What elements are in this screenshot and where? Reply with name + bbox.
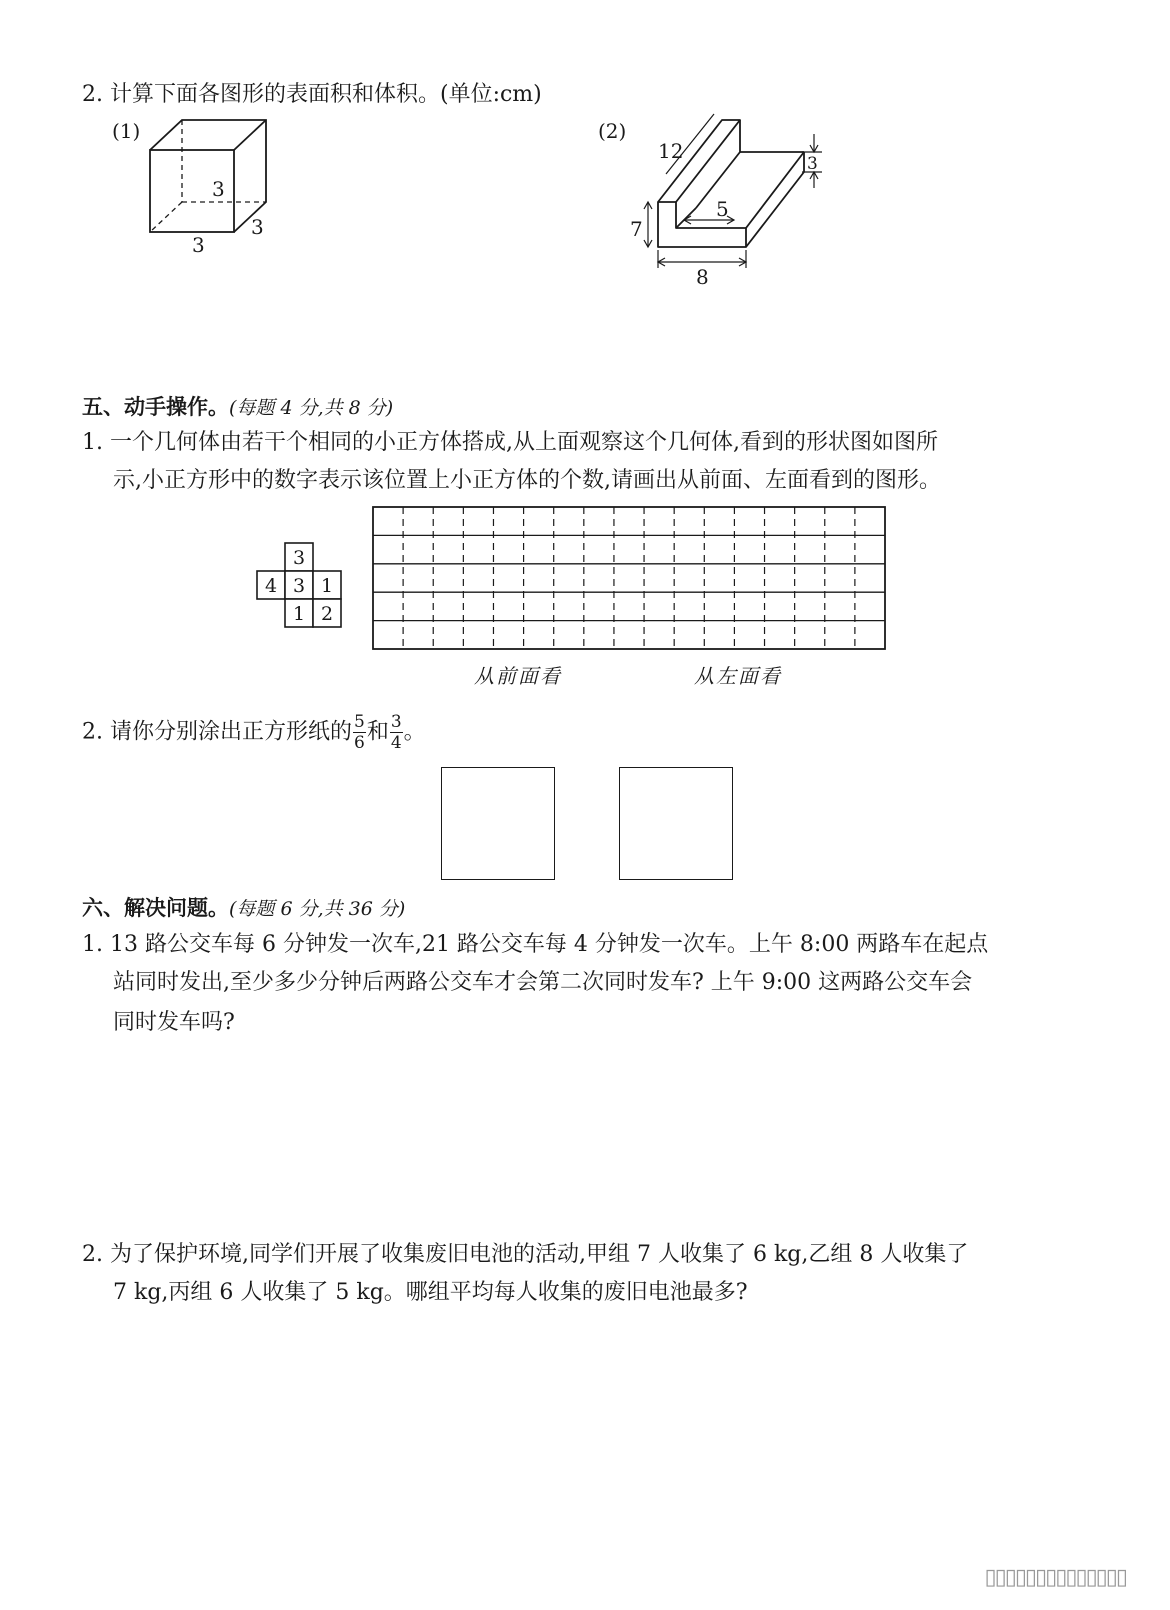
square-paper-2[interactable] <box>619 767 733 880</box>
section6-q2-line2: 7 kg,丙组 6 人收集了 5 kg。哪组平均每人收集的废旧电池最多? <box>113 1280 748 1305</box>
section6-heading <box>82 893 405 924</box>
fig2-dim-height: 7 <box>630 217 643 241</box>
top-view-cell <box>257 571 285 599</box>
fig2-dim-inner: 5 <box>716 197 729 221</box>
top-view-cell-value: 1 <box>292 603 306 625</box>
q2-prefix: 2. 请你分别涂出正方形纸的 <box>82 719 352 745</box>
top-view-cell <box>285 599 313 627</box>
frac1-denominator: 6 <box>353 733 365 753</box>
top-view-cell-value: 2 <box>320 603 334 625</box>
section5-q1-line1: 1. 一个几何体由若干个相同的小正方体搭成,从上面观察这个几何体,看到的形状图如图所 <box>82 430 938 455</box>
section6-title: 六、解决问题。 <box>82 896 229 920</box>
fig2-dim-width: 8 <box>696 265 709 289</box>
top-view-cell <box>285 543 313 571</box>
fig1-dim-height: 3 <box>212 177 225 201</box>
top-view-cell-value: 3 <box>292 547 306 569</box>
drawing-grid[interactable] <box>372 506 886 650</box>
frac1-numerator: 5 <box>353 712 365 732</box>
section5-points: (每题 4 分,共 8 分) <box>229 397 394 419</box>
square-paper-1[interactable] <box>441 767 555 880</box>
q2-and: 和 <box>366 719 389 745</box>
cube-figure <box>110 110 310 270</box>
fig2-label: (2) <box>598 119 627 143</box>
grid-border <box>373 507 885 649</box>
fig2-dim-thickness: 3 <box>807 154 818 174</box>
page-edge-marks: ▯▯▯▯▯▯▯▯▯▯▯▯▯▯ <box>984 1565 1126 1590</box>
fig1-label: (1) <box>112 119 141 143</box>
top-view-figure <box>256 542 346 632</box>
top-view-cell-value: 1 <box>320 575 334 597</box>
frac2-denominator: 4 <box>390 733 402 753</box>
frac2-numerator: 3 <box>390 712 402 732</box>
fraction-five-sixths <box>353 712 366 753</box>
section5-q2 <box>82 712 426 753</box>
top-view-cell <box>313 599 341 627</box>
top-view-cell-value: 4 <box>264 575 278 597</box>
top-view-cell <box>285 571 313 599</box>
caption-left-view: 从左面看 <box>694 664 782 688</box>
top-view-cell <box>313 571 341 599</box>
section6-q1-line1: 1. 13 路公交车每 6 分钟发一次车,21 路公交车每 4 分钟发一次车。上午 8:00 两路车在起点 <box>82 932 989 957</box>
section5-heading <box>82 392 393 423</box>
q2-calc-prompt: 2. 计算下面各图形的表面积和体积。(单位:cm) <box>82 82 542 107</box>
top-view-cell-value: 3 <box>292 575 306 597</box>
section5-title: 五、动手操作。 <box>82 395 229 419</box>
section6-q2-line1: 2. 为了保护环境,同学们开展了收集废旧电池的活动,甲组 7 人收集了 6 kg,乙组 8 人收集了 <box>82 1242 969 1267</box>
fig2-dim-length: 12 <box>658 139 684 163</box>
fraction-three-quarters <box>390 712 403 753</box>
caption-front-view: 从前面看 <box>474 664 562 688</box>
q2-end: 。 <box>403 719 426 745</box>
section6-q1-line2: 站同时发出,至少多少分钟后两路公交车才会第二次同时发车? 上午 9:00 这两路公交车会 <box>113 970 973 995</box>
section6-q1-line3: 同时发车吗? <box>113 1010 235 1035</box>
fig1-dim-width: 3 <box>192 233 205 257</box>
section6-points: (每题 6 分,共 36 分) <box>229 898 406 920</box>
section5-q1-line2: 示,小正方形中的数字表示该位置上小正方体的个数,请画出从前面、左面看到的图形。 <box>113 468 941 493</box>
l-prism-figure <box>596 112 836 292</box>
fig1-dim-depth: 3 <box>251 215 264 239</box>
